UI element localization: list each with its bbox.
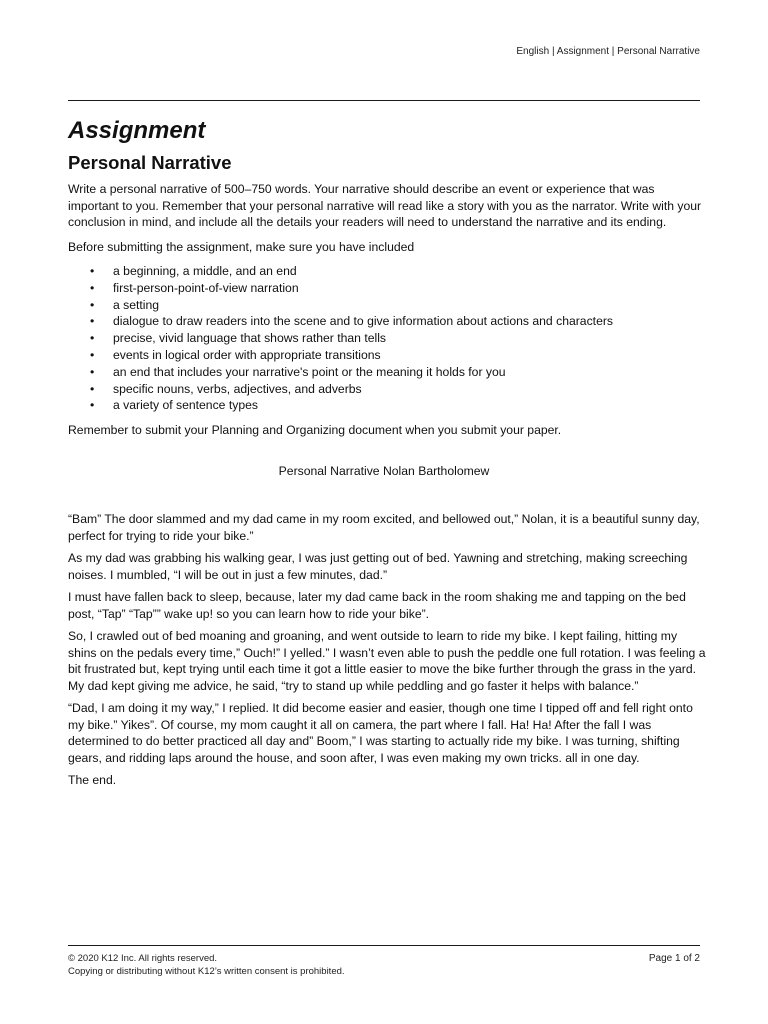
list-item <box>90 313 708 330</box>
list-item <box>90 263 708 280</box>
list-item <box>90 381 708 398</box>
list-item <box>90 330 708 347</box>
page-subtitle: Personal Narrative <box>68 152 232 173</box>
list-item-text: first-person-point-of-view narration <box>113 280 299 295</box>
footer-divider <box>68 945 700 946</box>
checklist-lead: Before submitting the assignment, make sure you have included <box>68 239 415 254</box>
header-divider <box>68 100 700 101</box>
story-paragraph: As my dad was grabbing his walking gear, I was just getting out of bed. Yawning and stretching, making screeching noises. I mumbled, “I will be out in just a few minutes, dad.” <box>68 551 688 582</box>
bullet-icon: • <box>90 314 95 329</box>
list-item-text: a variety of sentence types <box>113 398 258 413</box>
list-item-text: a setting <box>113 297 160 312</box>
list-item <box>90 297 708 314</box>
list-item <box>90 397 708 414</box>
list-item-text: specific nouns, verbs, adjectives, and adverbs <box>113 381 362 396</box>
list-item-text: events in logical order with appropriate transitions <box>113 347 381 362</box>
bullet-icon: • <box>90 331 95 346</box>
story-paragraph: “Bam” The door slammed and my dad came in my room excited, and bellowed out,” Nolan, it is a beautiful sunny day, perfect for trying to ride your bike.” <box>68 512 700 543</box>
story-title: Personal Narrative Nolan Bartholomew <box>278 463 490 478</box>
list-item <box>90 347 708 364</box>
footer-legal <box>68 952 345 978</box>
list-item <box>90 280 708 297</box>
submission-reminder: Remember to submit your Planning and Organizing document when you submit your paper. <box>68 423 562 438</box>
bullet-icon: • <box>90 364 95 379</box>
story-ending: The end. <box>68 773 117 788</box>
story-paragraph: I must have fallen back to sleep, because, later my dad came back in the room shaking me and tapping on the bed post, “Tap” “Tap”” wake up! so you can learn how to ride your bike”. <box>68 590 686 621</box>
requirements-list <box>68 263 708 414</box>
list-item-text: precise, vivid language that shows rather than tells <box>113 331 387 346</box>
copying-notice: Copying or distributing without K12’s written consent is prohibited. <box>68 966 345 977</box>
main-content <box>68 114 708 795</box>
bullet-icon: • <box>90 297 95 312</box>
bullet-icon: • <box>90 381 95 396</box>
assignment-intro: Write a personal narrative of 500–750 words. Your narrative should describe an event or experience that was important to you. Remember that your personal narrative will read like a story with you as the narrator. Write with your conclusion in mind, and include all the details your readers will need to understand the narrative and its ending. <box>68 182 702 229</box>
page-title: Assignment <box>68 117 206 144</box>
bullet-icon: • <box>90 347 95 362</box>
header-breadcrumb: English | Assignment | Personal Narrative <box>516 46 700 57</box>
list-item-text: an end that includes your narrative's point or the meaning it holds for you <box>113 364 506 379</box>
copyright-text: © 2020 K12 Inc. All rights reserved. <box>68 953 218 964</box>
story-paragraph: “Dad, I am doing it my way,” I replied. It did become easier and easier, though one time I tipped off and fell right onto my bike.” Yikes”. Of course, my mom caught it all on camera, the part where I fall. Ha! Ha! After the fall I was determined to do better practiced all day and” Boom,” I was starting to actually ride my bike. I was turning, shifting gears, and ridding laps around the house, and soon after, I was even making my own tricks. all in one day. <box>68 701 693 765</box>
bullet-icon: • <box>90 398 95 413</box>
bullet-icon: • <box>90 264 95 278</box>
page-number: Page 1 of 2 <box>648 953 700 964</box>
list-item-text: dialogue to draw readers into the scene and to give information about actions and characters <box>113 314 613 329</box>
list-item-text: a beginning, a middle, and an end <box>113 264 297 278</box>
story-paragraph: So, I crawled out of bed moaning and groaning, and went outside to learn to ride my bike. I kept failing, hitting my shins on the pedals every time,” Ouch!” I yelled.” I wasn’t even able to push the peddle one full rotation. I was feeling a bit frustrated but, kept trying until each time it got a little easier to move the bike further through the grass in the yard. My dad kept giving me advice, he said, “try to stand up while peddling and go faster it helps with balance.” <box>68 629 706 693</box>
bullet-icon: • <box>90 280 95 295</box>
list-item <box>90 364 708 381</box>
